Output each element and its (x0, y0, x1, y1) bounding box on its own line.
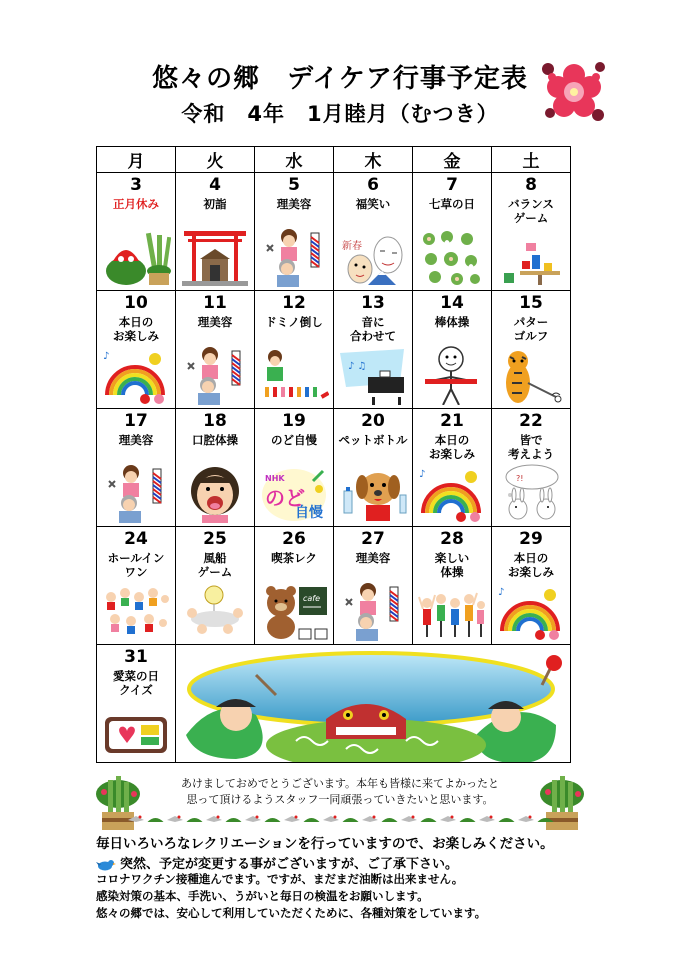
pine-branch-icon (538, 818, 554, 822)
event-label: 音に 合わせて (350, 315, 396, 343)
day-cell (492, 173, 571, 291)
pine-branch-icon (460, 818, 476, 822)
day-cell (413, 173, 492, 291)
event-label: 楽しい 体操 (434, 551, 470, 579)
day-number: 10 (124, 293, 148, 313)
balance-blocks-icon (496, 225, 566, 287)
group-exercise-icon (417, 579, 487, 641)
week-row (97, 409, 571, 527)
event-label: 口腔体操 (192, 433, 238, 447)
day-number: 26 (282, 529, 306, 549)
mouth-exercise-icon (180, 461, 250, 523)
piano-music-icon (338, 343, 408, 405)
week-row (97, 527, 571, 645)
day-number: 27 (361, 529, 385, 549)
day-cell (492, 527, 571, 645)
event-label: 初詣 (203, 197, 227, 211)
crane-icon (479, 816, 495, 823)
day-number: 25 (203, 529, 227, 549)
crane-icon (362, 816, 378, 823)
message-line-2-text: 突然、予定が変更する事がございますが、ご了承下さい。 (120, 857, 459, 872)
nanakusa-herbs-icon (417, 225, 487, 287)
crane-icon (518, 816, 534, 823)
cafe-bear-icon (259, 579, 329, 641)
svg-text:♪ ♫: ♪ ♫ (348, 361, 367, 372)
crane-icon (206, 816, 222, 823)
domino-child-icon (259, 343, 329, 405)
event-label: ドミノ倒し (265, 315, 323, 329)
event-label: 棒体操 (434, 315, 470, 329)
day-cell (413, 527, 492, 645)
event-label: 理美容 (355, 551, 391, 565)
day-cell (492, 409, 571, 527)
event-label: 皆で 考えよう (508, 433, 554, 461)
day-number: 20 (361, 411, 385, 431)
calendar-table (96, 146, 571, 763)
day-number: 18 (203, 411, 227, 431)
svg-text:NHK: NHK (265, 474, 285, 483)
event-label: バランス ゲーム (508, 197, 554, 225)
tiger-golf-icon (496, 343, 566, 405)
day-cell (176, 527, 255, 645)
barber-haircut-icon (338, 579, 408, 641)
weekday-wed: 水 (255, 147, 334, 173)
day-number: 5 (288, 175, 300, 195)
day-cell (413, 291, 492, 409)
greeting-line-2: 思って頂けるようスタッフ一同頑張っていきたいと思います。 (186, 793, 494, 806)
day-cell (413, 409, 492, 527)
event-label: のど自慢 (271, 433, 317, 447)
event-label: 本日の お楽しみ (113, 315, 159, 343)
svg-text:のど: のど (265, 486, 305, 510)
svg-text:♪: ♪ (498, 587, 505, 598)
svg-text:♪: ♪ (103, 351, 110, 362)
day-cell (255, 173, 334, 291)
event-label: 福笑い (355, 197, 391, 211)
pine-branch-icon (382, 818, 398, 822)
week-row (97, 645, 571, 763)
message-line-3: コロナワクチン接種進んでます。ですが、まだまだ油断は出来ません。 (96, 872, 464, 886)
day-number: 4 (209, 175, 221, 195)
day-cell (176, 291, 255, 409)
event-label: 理美容 (118, 433, 154, 447)
day-number: 29 (519, 529, 543, 549)
weekday-tue: 火 (176, 147, 255, 173)
pine-branch-icon (226, 818, 242, 822)
shishimai-scene-cell (176, 645, 571, 763)
day-number: 14 (440, 293, 464, 313)
weekday-sat: 土 (492, 147, 571, 173)
pine-branch-icon (148, 818, 164, 822)
day-number: 31 (124, 647, 148, 667)
crane-border-decoration (126, 812, 556, 826)
event-label: 本日の お楽しみ (429, 433, 475, 461)
day-number: 15 (519, 293, 543, 313)
day-number: 6 (367, 175, 379, 195)
crane-icon (167, 816, 183, 823)
event-label: 愛菜の日 クイズ (113, 669, 159, 697)
day-cell (334, 409, 413, 527)
pine-branch-icon (421, 818, 437, 822)
stick-exercise-icon (417, 343, 487, 405)
bluebird-icon (96, 858, 116, 872)
rainbow-fun-icon (417, 461, 487, 523)
balloon-game-icon (180, 579, 250, 641)
dog-bottles-icon (338, 461, 408, 523)
svg-text:♪: ♪ (419, 469, 426, 480)
crane-icon (440, 816, 456, 823)
pine-branch-icon (499, 818, 515, 822)
page-title: 悠々の郷 デイケア行事予定表 (152, 64, 528, 94)
barber-haircut-icon (180, 343, 250, 405)
svg-text:cafe: cafe (303, 594, 321, 603)
fukuwarai-faces-icon (338, 225, 408, 287)
day-cell (255, 291, 334, 409)
week-row (97, 173, 571, 291)
weekday-header-row (97, 147, 571, 173)
shishimai-dance-icon (176, 645, 566, 763)
holeinone-crowd-icon (101, 579, 171, 641)
day-number: 17 (124, 411, 148, 431)
event-label: 喫茶レク (271, 551, 317, 565)
kadomatsu-shishimai-icon (101, 225, 171, 287)
day-number: 24 (124, 529, 148, 549)
day-cell (176, 409, 255, 527)
thinking-rabbits-icon (496, 461, 566, 523)
barber-haircut-icon (101, 461, 171, 523)
weekday-mon: 月 (97, 147, 176, 173)
day-cell (255, 527, 334, 645)
event-label: 理美容 (276, 197, 312, 211)
event-label: 正月休み (113, 197, 159, 211)
event-label: パター ゴルフ (513, 315, 549, 343)
page-subtitle: 令和 4年 1月睦月（むつき） (181, 102, 499, 126)
message-line-4: 感染対策の基本、手洗い、うがいと毎日の検温をお願いします。 (96, 889, 429, 903)
pine-branch-icon (304, 818, 320, 822)
day-cell (97, 173, 176, 291)
event-label: ホールイン ワン (107, 551, 165, 579)
crane-icon (401, 816, 417, 823)
barber-haircut-icon (259, 225, 329, 287)
day-number: 12 (282, 293, 306, 313)
crane-icon (284, 816, 300, 823)
crane-icon (245, 816, 261, 823)
day-number: 11 (203, 293, 227, 313)
message-line-5: 悠々の郷では、安心して利用していただくために、各種対策をしています。 (96, 906, 487, 920)
message-line-1: 毎日いろいろなレクリエーションを行っていますので、お楽しみください。 (96, 836, 554, 852)
event-label: 七草の日 (429, 197, 475, 211)
nodojiman-sign-icon (259, 461, 329, 523)
message-line-2 (96, 853, 458, 872)
torii-shrine-icon (180, 225, 250, 287)
bento-box-icon (101, 697, 171, 759)
day-number: 8 (525, 175, 537, 195)
pine-branch-icon (187, 818, 203, 822)
day-cell (97, 645, 176, 763)
crane-icon (323, 816, 339, 823)
pine-branch-icon (343, 818, 359, 822)
day-cell (334, 291, 413, 409)
day-cell (334, 527, 413, 645)
crane-icon (128, 816, 144, 823)
event-label: 理美容 (197, 315, 233, 329)
weekday-fri: 金 (413, 147, 492, 173)
weekday-thu: 木 (334, 147, 413, 173)
event-label: 本日の お楽しみ (508, 551, 554, 579)
day-number: 3 (130, 175, 142, 195)
plum-blossom-icon (538, 55, 610, 127)
day-number: 22 (519, 411, 543, 431)
day-cell (334, 173, 413, 291)
svg-text:新春: 新春 (342, 241, 362, 252)
day-cell (255, 409, 334, 527)
day-number: 13 (361, 293, 385, 313)
day-number: 19 (282, 411, 306, 431)
greeting-line-1: あけましておめでとうございます。本年も皆様に来てよかったと (180, 777, 500, 790)
day-cell (97, 291, 176, 409)
day-number: 21 (440, 411, 464, 431)
svg-text:?!: ?! (516, 474, 524, 483)
day-number: 28 (440, 529, 464, 549)
pine-branch-icon (265, 818, 281, 822)
day-cell (97, 409, 176, 527)
day-cell (176, 173, 255, 291)
event-label: ペットボトル (338, 433, 408, 447)
day-number: 7 (446, 175, 458, 195)
rainbow-fun-icon (496, 579, 566, 641)
svg-text:自慢: 自慢 (295, 505, 323, 521)
rainbow-fun-icon (101, 343, 171, 405)
day-cell (492, 291, 571, 409)
week-row (97, 291, 571, 409)
day-cell (97, 527, 176, 645)
event-label: 風船 ゲーム (197, 551, 233, 579)
